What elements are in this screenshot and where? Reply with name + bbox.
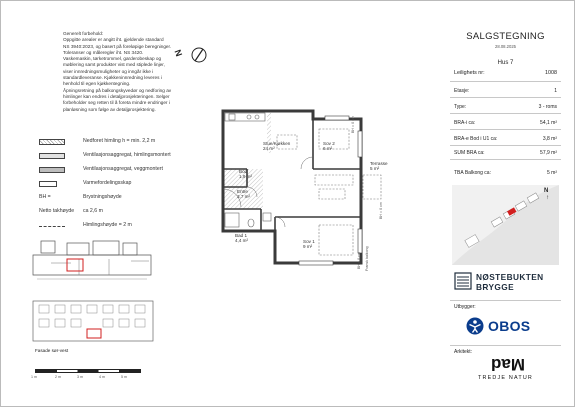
room-bod	[239, 169, 252, 180]
legend-label: Ventilasjonsaggregat, veggmontert	[83, 166, 163, 172]
room-sov1	[303, 239, 315, 250]
shower	[225, 213, 239, 227]
fact-row	[450, 117, 561, 130]
legend-label: ca 2,6 m	[83, 208, 103, 214]
legend-row	[39, 151, 204, 161]
scale-tick-label: 1 m	[31, 375, 37, 379]
notes-line: planløsning som følge av detaljprosjektering.	[63, 106, 156, 112]
architect-name: TREDJE NATUR	[477, 375, 534, 381]
cooktop	[247, 115, 251, 119]
architect-label: Arkitekt:	[454, 349, 473, 355]
site-north-label: N	[544, 188, 549, 194]
legend-row	[39, 165, 204, 175]
site-north-arrow-icon: ↑	[546, 195, 549, 201]
notes-heading: Generelt forbehold:	[63, 31, 104, 36]
coffee-table	[319, 189, 345, 199]
window	[358, 229, 362, 253]
legend-row	[39, 221, 204, 231]
notes-line: viser innredningsmuligheter og inngår ikke i	[63, 68, 154, 74]
facade-label: Fasade sør-vest	[35, 348, 69, 353]
facade-drawing	[31, 297, 157, 343]
developer-logo	[466, 317, 556, 335]
room-stue-kjokken	[263, 141, 290, 152]
north-arrow	[173, 45, 213, 69]
fact-row	[450, 85, 561, 98]
fact-row	[450, 101, 561, 114]
room-name: Bad 1	[235, 233, 248, 238]
room-name: Stue/Kjøkken	[263, 141, 291, 146]
notes-line: himlinger kan endres i detaljprosjekteringen. Selger	[63, 93, 170, 99]
fact-key: BRA-e Bod i U1 ca:	[454, 136, 498, 142]
sheet-title: SALGSTEGNING	[466, 31, 545, 42]
legend-row	[39, 137, 204, 147]
door-swing	[301, 157, 313, 169]
room-area: 3,7 m²	[237, 194, 251, 200]
legend-label: Brystningshøyde	[83, 194, 122, 200]
notes-line: NS 3940:2023, og basert på foreløpige beregninger.	[63, 43, 172, 49]
room-name: Entre	[237, 189, 248, 194]
fact-key: BRA-i ca:	[454, 120, 476, 126]
room-area: 5 m²	[370, 166, 380, 172]
sofa	[315, 175, 353, 185]
room-area: 1,9 m²	[239, 174, 253, 180]
washer	[263, 213, 271, 221]
bed	[319, 225, 353, 255]
sill-height-label: BH = 0 cm	[357, 252, 361, 269]
legend-row	[39, 193, 204, 203]
sill-height-label: BH = 0 cm	[379, 202, 383, 219]
fact-value: 3,8 m²	[542, 136, 557, 142]
scale-tick-label: 2 m	[55, 375, 61, 379]
key-plan	[31, 237, 157, 287]
fact-value: 5 m²	[547, 170, 557, 176]
brand-line1: NØSTEBUKTEN	[476, 272, 544, 282]
brand-line2: BRYGGE	[476, 282, 515, 292]
heat-cabinet-swatch	[39, 181, 57, 187]
fact-key: Etasje:	[454, 88, 470, 94]
french-balcony-label: Fransk balkong	[365, 246, 369, 271]
sink	[229, 114, 235, 120]
project-brand	[454, 271, 558, 293]
scale-bar	[31, 365, 143, 385]
room-area: 4,4 m²	[235, 238, 249, 244]
scale-tick-label: 3 m	[77, 375, 83, 379]
room-area: 9 m²	[303, 244, 313, 250]
fact-key: TBA Balkong ca:	[454, 170, 491, 176]
door-swing	[275, 217, 285, 227]
window	[299, 261, 333, 265]
fact-value: 3 - roms	[538, 104, 557, 110]
fact-value: 1	[554, 88, 557, 94]
notes-line: møblering samt produkter vist med stiplede linjer,	[63, 62, 165, 68]
ceiling-unit-swatch	[39, 153, 65, 159]
fact-key: Type:	[454, 104, 467, 110]
notes-line: forbeholder seg retten til å foreta mindre endringer i	[63, 100, 170, 106]
room-terrasse	[370, 161, 388, 172]
room-area: 6 m²	[323, 146, 333, 152]
project-logo-icon	[454, 272, 472, 290]
notes-line: standardleveranse. Kjøkkeninnredning leveres i	[63, 75, 162, 81]
scale-tick-label: 5 m	[121, 375, 127, 379]
fact-row	[450, 147, 561, 160]
notes-line: Vaskemaskin, tørketrommel, garderobeskap og	[63, 56, 162, 62]
room-bad1	[235, 233, 248, 244]
legend-label: Nedforet himling h = min. 2,2 m	[83, 138, 156, 144]
legend-row	[39, 207, 204, 217]
window	[358, 131, 362, 157]
notes-line: Åpningsretning på balkongskyvedør og nedforing av	[63, 87, 172, 93]
general-notes	[63, 31, 199, 113]
room-name: Bod	[239, 169, 248, 174]
room-area: 24 m²	[263, 146, 275, 152]
divider	[450, 345, 561, 346]
notes-line: Toleranser og måleregler iht. NS 3420.	[63, 49, 144, 55]
room-sov2	[323, 141, 335, 152]
fact-value: 54,1 m²	[540, 120, 557, 126]
fact-row	[450, 133, 561, 146]
unit-number: 1008	[545, 70, 557, 76]
north-label: N	[172, 48, 185, 58]
fact-row	[450, 167, 561, 179]
terrace-outline	[363, 175, 381, 199]
fact-key: SUM BRA ca:	[454, 150, 485, 156]
scale-tick-label: 4 m	[99, 375, 105, 379]
notes-line: henhold til egen kjøkkentegning.	[63, 81, 131, 87]
legend-label: Himlingshøyde = 2 m	[83, 222, 132, 228]
notes-line: Oppgitte arealer er angitt iht. gjeldende standard	[63, 37, 164, 43]
compass-icon	[189, 45, 209, 65]
sill-height-label: BH = 0 cm	[351, 116, 355, 133]
window	[325, 116, 349, 120]
house-label: Hus 7	[497, 60, 514, 66]
architect-logo: Mad	[491, 355, 525, 374]
cooktop	[255, 115, 259, 119]
room-name: Terrasse	[370, 161, 388, 166]
developer-label: Utbygger:	[454, 304, 476, 310]
scale-graphic	[35, 369, 141, 373]
site-plan	[452, 185, 559, 265]
room-name: Sov 2	[323, 141, 335, 146]
legend-label: Ventilasjonsaggregat, himlingsmontert	[83, 152, 171, 158]
hatch-swatch	[39, 139, 65, 145]
legend-label: Varmefordelingsskap	[83, 180, 132, 186]
sheet-date: 28.08.2025	[495, 44, 516, 49]
unit-label: Leilighets nr:	[454, 70, 485, 76]
obos-person-icon	[466, 317, 484, 335]
wall-unit-swatch	[39, 167, 65, 173]
divider	[450, 300, 561, 301]
legend-key: BH =	[39, 194, 51, 200]
developer-name: OBOS	[488, 318, 531, 334]
legend-key: Netto takhøyde	[39, 208, 75, 214]
legend-row	[39, 179, 204, 189]
divider	[450, 81, 561, 82]
room-entre	[237, 189, 250, 200]
toilet	[248, 219, 254, 227]
room-name: Sov 1	[303, 239, 315, 244]
fact-value: 57,9 m²	[540, 150, 557, 156]
dashed-line-swatch	[39, 226, 65, 227]
